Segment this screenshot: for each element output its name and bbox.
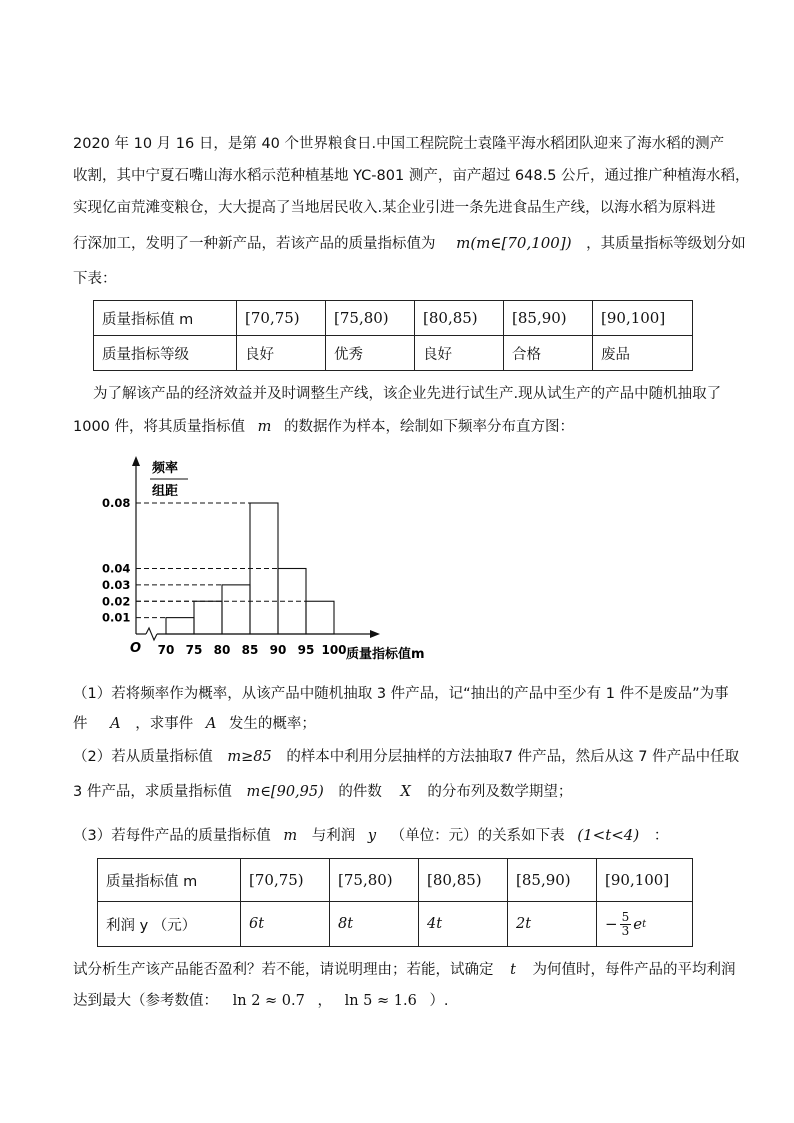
grade-table [93,300,693,371]
grade-level: 良好 [415,336,504,371]
x-tick-label: 80 [213,643,231,657]
axis-break-mark [146,628,157,640]
profit-value-last [597,902,693,947]
grade-level: 良好 [237,336,326,371]
profit-interval: [70,75) [241,859,330,902]
q1-text-c: 发生的概率； [228,716,316,732]
var-m-q3: m [283,828,298,844]
conclusion-end: ）. [429,993,449,1009]
event-A-ref: A [205,716,217,732]
frequency-histogram [100,452,425,674]
para2-line-2 [73,417,574,437]
problem-line-1 [73,134,724,154]
histogram-bar [306,601,334,634]
fraction-numerator: 5 [621,909,630,924]
q3-text-a: （3）若每件产品的质量指标值 [73,828,271,844]
q1-line-1: （1）若将频率作为概率，从该产品中随机抽取 3 件产品，记“抽出的产品中至少有 1 件不是废品”为事 [73,686,729,702]
y-label-top: 频率 [152,461,179,476]
chart-axes [130,456,425,662]
q1-text-b: ，求事件 [135,716,194,732]
event-A: A [110,716,121,732]
problem-line-5: 下表： [73,271,117,287]
histogram-bar [194,601,222,634]
q2-condition: m≥85 [227,749,272,765]
histogram-bar [166,618,194,634]
range-formula: m(m∈[70,100]) [456,234,572,252]
conclusion-text-a: 试分析生产该产品能否盈利？若不能，请说明理由；若能，试确定 [73,962,494,978]
q2-text-d: 的件数 [338,784,382,800]
x-axis-arrow [370,630,380,638]
problem-text-1: 2020 年 10 月 16 日，是第 40 个世界粮食日.中国工程院院士袁隆平海水稻团队迎来了海水稻的测产 [73,136,725,152]
origin-label: O [130,641,142,656]
minus-sign: − [605,915,618,933]
ref-sep: ， [317,993,332,1009]
conclusion-line-2 [73,991,449,1011]
ref-ln5: ln 5 ≈ 1.6 [344,993,417,1009]
x-tick-label: 70 [157,643,175,657]
q3-text-c: （单位：元）的关系如下表 [390,828,565,844]
y-tick-label: 0.03 [102,577,131,592]
conclusion-text-b: 为何值时，每件产品的平均利润 [532,962,736,978]
profit-fraction-expr [605,911,646,938]
para2-text-b: 的数据作为样本，绘制如下频率分布直方图： [283,419,574,435]
grade-table-header-row [94,301,693,336]
histogram-bar [222,585,250,634]
profit-value: 4t [419,902,508,947]
profit-interval: [75,80) [330,859,419,902]
profit-value: 2t [508,902,597,947]
profit-interval: [85,90) [508,859,597,902]
exp-power: t [642,918,647,930]
q2-text-e: 的分布列及数学期望； [427,784,573,800]
grade-level: 合格 [504,336,593,371]
x-tick-label: 100 [321,643,347,657]
profit-table-header-row [98,859,693,902]
exp-base: e [633,915,643,933]
grade-interval: [80,85) [415,301,504,336]
x-tick-label: 75 [185,643,203,657]
profit-interval: [80,85) [419,859,508,902]
profit-header-label: 质量指标值 m [98,859,241,902]
conclusion-text-c: 达到最大（参考数值： [73,993,218,1009]
q1-line-2 [73,714,316,734]
q2-text-b: 的样本中利用分层抽样的方法抽取7 件产品，然后从这 7 件产品中任取 [286,749,740,765]
q3-text-d: ： [653,828,669,844]
profit-value: 6t [241,902,330,947]
grade-level: 优秀 [326,336,415,371]
y-tick-label: 0.08 [102,496,131,510]
grade-row-label: 质量指标等级 [94,336,237,371]
fraction [620,911,632,938]
q2-text-c: 3 件产品，求质量指标值 [73,784,232,800]
var-y: y [367,828,377,844]
x-tick-label: 95 [297,643,315,657]
para2-text-a: 1000 件，将其质量指标值 [73,419,246,435]
q2-line-1 [73,747,739,767]
x-tick-label: 85 [241,643,259,657]
profit-table-value-row [98,902,693,947]
y-tick-label: 0.04 [102,561,131,576]
var-m: m [257,419,272,435]
q2-line-2 [73,782,572,802]
y-tick-label: 0.02 [102,594,131,609]
var-t: t [510,962,516,978]
x-axis-label: 质量指标值m [346,647,425,662]
y-tick-label: 0.01 [102,610,131,625]
problem-line-4 [73,233,746,254]
grade-header-label: 质量指标值 m [94,301,237,336]
q2-range: m∈[90,95) [246,784,324,800]
profit-interval: [90,100] [597,859,693,902]
problem-text-4b: ，其质量指标等级划分如 [586,236,746,252]
q2-text-a: （2）若从质量指标值 [73,749,213,765]
q1-text-a: 件 [73,716,88,732]
fraction-denominator: 3 [621,923,630,938]
grade-interval: [90,100] [593,301,693,336]
q3-line-1 [73,825,668,846]
t-range: (1<t<4) [577,826,640,844]
profit-value: 8t [330,902,419,947]
grade-table-level-row [94,336,693,371]
y-axis-arrow [132,456,140,466]
chart-marks [102,496,347,657]
x-tick-label: 90 [269,643,287,657]
problem-text-4a: 行深加工，发明了一种新产品，若该产品的质量指标值为 [73,236,436,252]
var-X: X [400,784,411,800]
grade-level: 废品 [593,336,693,371]
problem-line-2: 收割，其中宁夏石嘴山海水稻示范种植基地 YC-801 测产，亩产超过 648.5 公斤，通过推广种植海水稻， [73,168,750,184]
ref-ln2: ln 2 ≈ 0.7 [232,993,305,1009]
para2-line-1: 为了解该产品的经济效益并及时调整生产线，该企业先进行试生产.现从试生产的产品中随机抽取了 [93,386,722,402]
grade-interval: [70,75) [237,301,326,336]
conclusion-line-1 [73,960,736,980]
profit-table [97,858,693,947]
y-label-bottom: 组距 [152,484,179,499]
profit-row-label: 利润 y （元） [98,902,241,947]
q3-text-b: 与利润 [311,828,356,844]
grade-interval: [85,90) [504,301,593,336]
problem-line-3: 实现亿亩荒滩变粮仓，大大提高了当地居民收入.某企业引进一条先进食品生产线，以海水稻为原料进 [73,200,716,216]
grade-interval: [75,80) [326,301,415,336]
